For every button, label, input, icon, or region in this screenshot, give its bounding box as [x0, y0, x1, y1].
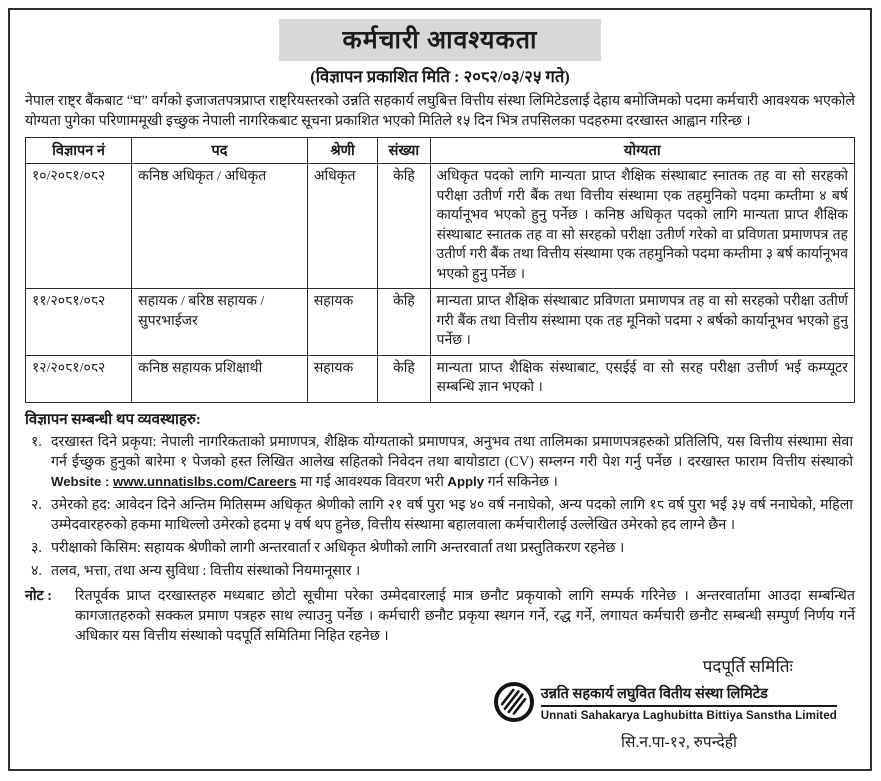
list-item-text-part3: गर्न सकिनेछ ।	[484, 473, 558, 490]
list-item-text: उमेरको हद: आवेदन दिने अन्तिम मितिसम्म अधिकृत श्रेणीको लागि २१ वर्ष पुरा भइ ४० वर्ष ननाघेको, अन्य पदको लागि १८ वर्ष पुरा भई ३५ वर्ष ननाघेको, महिला उम्मेदवारहरुको हकमा माथिल्लो उमेरको हदमा ५ वर्ष थप हुनेछ, वित्तीय संस्थामा बहालवाला कर्मचारीलाई उल्लेखित उमेरको हद लाग्ने छैन ।	[51, 496, 853, 533]
list-item-age-limit	[25, 495, 855, 535]
column-header-qualification: योग्यता	[430, 138, 854, 164]
list-item-text: परीक्षाको किसिम: सहायक श्रेणीको लागी अन्तरवार्ता र अधिकृत श्रेणीको लागि अन्तरवार्ता तथा प्रस्तुतिकरण रहनेछ ।	[51, 539, 625, 556]
recruitment-committee-signoff: पदपूर्ति समितिः	[702, 656, 793, 676]
qualification-cell: मान्यता प्राप्त शैक्षिक संस्थाबाट, एसईई वा सो सरह परीक्षा उत्तीर्ण भई कम्प्यूटर सम्बन्धि ज्ञान भएको ।	[430, 355, 854, 402]
publication-date-line: (विज्ञापन प्रकाशित मिति : २०८२/०३/२५ गते)	[310, 67, 570, 86]
note-text: रितपूर्वक प्राप्त दरखास्तहरु मध्यबाट छोटो सूचीमा परेका उम्मेदवारलाई मात्र छनौट प्रकृयाको लागि सम्पर्क गरिनेछ । अन्तरवार्तामा आउदा सम्बन्धित कागजातहरुको सक्कल प्रमाण पत्रहरु साथ ल्याउनु पर्नेछ । कर्मचारी छनौट प्रकृया स्थगन गर्ने, रद्ध गर्ने, लगायत कर्मचारी छनौट सम्बन्धी सम्पुर्ण निर्णय गर्ने अधिकार यस वित्तीय संस्थाको पदपूर्ति समितिमा निहित रहनेछ ।	[75, 587, 855, 644]
list-item-number: ४.	[31, 562, 42, 579]
list-item-number: १.	[31, 433, 42, 450]
list-item-number: २.	[31, 496, 42, 513]
website-label: Website :	[51, 473, 114, 489]
list-item-text-part1: दरखास्त दिने प्रकृया: नेपाली नागरिकताको प्रमाणपत्र, शैक्षिक योग्यताको प्रमाणपत्र, अनुभव तथा तालिमका प्रमाणपत्रहरुको प्रतिलिपि, यस वित्तीय संस्थामा सेवा गर्न ईच्छुक हुनुको बारेमा १ पेजको हस्त लिखित आलेख सहितको निवेदन तथा बायोडाटा (CV) सम्लग्न गरी पेश गर्नु पर्नेछ । दरखास्त फाराम वित्तीय संस्थाको	[51, 433, 853, 470]
grade-cell: अधिकृत	[307, 164, 377, 289]
column-header-count: संख्या	[378, 138, 430, 164]
list-item-text-part2: मा गई आवश्यक विवरण भरी	[296, 473, 448, 490]
ad-no-cell: १०/२०८१/०८२	[26, 164, 132, 289]
post-cell: सहायक / बरिष्ठ सहायक / सुपरभाईजर	[132, 289, 308, 356]
company-name-english: Unnati Sahakarya Laghubitta Bittiya Sanstha Limited	[540, 709, 837, 722]
ad-no-cell: १२/२०८१/०८२	[26, 355, 132, 402]
page-title: कर्मचारी आवश्यकता	[279, 19, 601, 61]
ad-no-cell: ११/२०८१/०८२	[26, 289, 132, 356]
table-row	[26, 355, 855, 402]
list-item-text	[51, 432, 855, 492]
apply-label: Apply	[447, 473, 485, 489]
qualification-cell: मान्यता प्राप्त शैक्षिक संस्थाबाट प्रविणता प्रमाणपत्र तह वा सो सरहको परीक्षा उतीर्ण गरी बैंक तथा वित्तीय संस्थामा एक तह मूनिको पदमा २ बर्षको कार्यानूभव भएको हुनु पर्नेछ ।	[430, 289, 854, 356]
list-item-exam-type	[25, 538, 855, 558]
column-header-ad-no: विज्ञापन नं	[26, 138, 132, 164]
company-logo-block	[25, 681, 855, 728]
grade-cell: सहायक	[307, 289, 377, 356]
list-item-number: ३.	[31, 539, 42, 556]
post-cell: कनिष्ठ सहायक प्रशिक्षाथी	[132, 355, 308, 402]
note-label: नोट :	[25, 587, 52, 604]
column-header-post: पद	[132, 138, 308, 164]
company-address: सि.न.पा-१२, रुपन्देही	[620, 733, 737, 751]
note-block	[25, 586, 855, 646]
website-url-link: www.unnatislbs.com/Careers	[113, 473, 297, 489]
table-header-row	[26, 138, 855, 164]
vacancy-notice-document	[8, 8, 872, 771]
column-header-grade: श्रेणी	[307, 138, 377, 164]
grade-cell: सहायक	[307, 355, 377, 402]
table-row	[26, 289, 855, 356]
count-cell: केहि	[378, 164, 430, 289]
count-cell: केहि	[378, 289, 430, 356]
qualification-cell: अधिकृत पदको लागि मान्यता प्राप्त शैक्षिक संस्थाबाट स्नातक तह वा सो सरहको परीक्षा उतीर्ण गरी बैंक तथा वित्तीय संस्थामा एक तहमुनिको पदमा कम्तीमा ४ बर्ष कार्यानूभव भएको हुनु पर्नेछ । कनिष्ठ अधिकृत पदको लागि मान्यता प्राप्त शैक्षिक संस्थाबाट स्नातक तह वा सो सरहको परीक्षा उतीर्ण गरेको वा प्रविणता प्रमाणपत्र तह उतीर्ण गरी बैंक तथा वित्तीय संस्थामा एक तहमुनिको पदमा कम्तीमा ३ बर्ष कार्यानूभव भएको हुनु पर्नेछ ।	[430, 164, 854, 289]
intro-paragraph: नेपाल राष्ट्र बैंकबाट “घ” वर्गको इजाजतपत्रप्राप्त राष्ट्रियस्तरको उन्नति सहकार्य लघुबित्त वित्तीय संस्था लिमिटेडलाई देहाय बमोजिमको पदमा कर्मचारी आवश्यक भएकोले योग्यता पुगेका परिणाममूखी इच्छुक नेपाली नागरिकबाट सूचना प्रकाशित भएको मितिले १५ दिन भित्र तपसिलका पदहरुमा दरखास्त आह्वान गरिन्छ ।	[25, 93, 855, 129]
count-cell: केहि	[378, 355, 430, 402]
list-item-application-process	[25, 432, 855, 492]
vacancy-table	[25, 137, 855, 403]
additional-provisions-heading: विज्ञापन सम्बन्धी थप व्यवस्थाहरु:	[25, 411, 201, 428]
post-cell: कनिष्ठ अधिकृत / अधिकृत	[132, 164, 308, 289]
table-row	[26, 164, 855, 289]
company-name-nepali: उन्नति सहकार्य लघुवित वितीय संस्था लिमिटेड	[541, 685, 837, 707]
list-item-salary-benefits	[25, 561, 855, 581]
company-logo-icon	[493, 681, 535, 728]
list-item-text: तलव, भत्ता, तथा अन्य सुविधा : वित्तीय संस्थाको नियमानूसार ।	[51, 562, 361, 579]
